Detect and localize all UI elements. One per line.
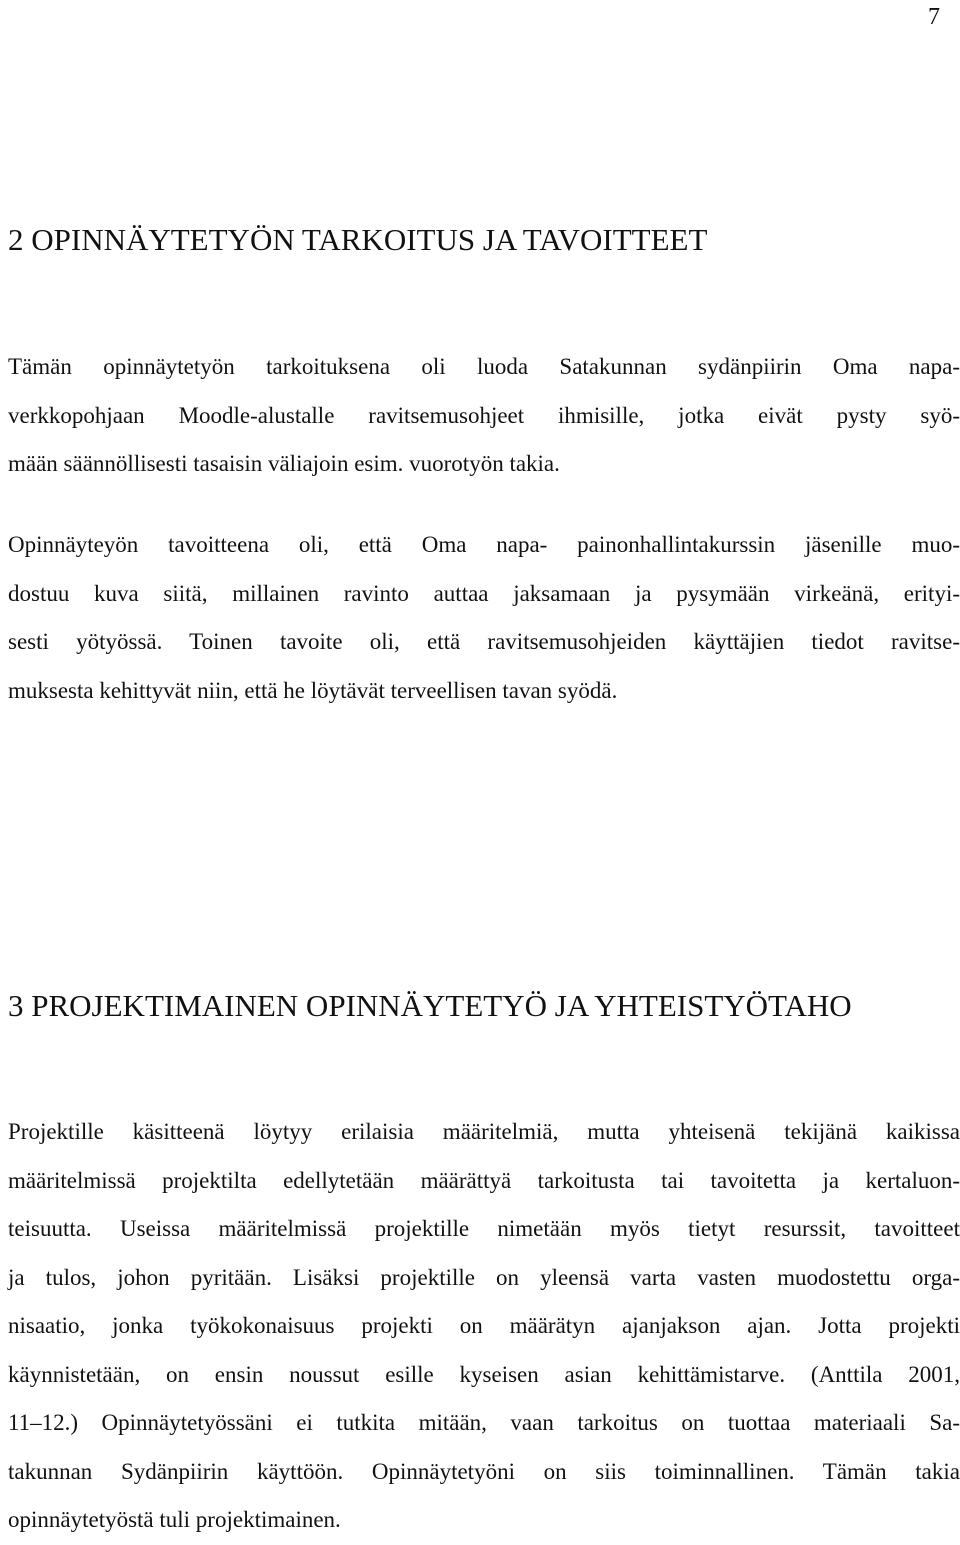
section-3-heading: 3 PROJEKTIMAINEN OPINNÄYTETYÖ JA YHTEISTYÖTAHO	[8, 988, 852, 1023]
section-2-paragraph-2	[8, 521, 960, 715]
text-line: Opinnäyteyön tavoitteena oli, että Oma napa- painonhallintakurssin jäsenille muo-	[8, 532, 960, 557]
text-line: sesti yötyössä. Toinen tavoite oli, että ravitsemusohjeiden käyttäjien tiedot ravitse-	[8, 629, 960, 654]
text-line: takunnan Sydänpiirin käyttöön. Opinnäytetyöni on siis toiminnallinen. Tämän takia	[8, 1458, 960, 1484]
text-line: teisuutta. Useissa määritelmissä projektille nimetään myös tietyt resurssit, tavoitteet	[8, 1216, 960, 1241]
text-line: 11–12.) Opinnäytetyössäni ei tutkita mitään, vaan tarkoitus on tuottaa materiaali Sa-	[8, 1410, 960, 1435]
text-line: mään säännöllisesti tasaisin väliajoin esim. vuorotyön takia.	[8, 451, 560, 476]
text-line: dostuu kuva siitä, millainen ravinto auttaa jaksamaan ja pysymään virkeänä, erityi-	[8, 580, 960, 606]
section-2-paragraph-1	[8, 343, 960, 489]
text-line: nisaatio, jonka työkokonaisuus projekti on määrätyn ajanjakson ajan. Jotta projekti	[8, 1313, 960, 1338]
text-line: Projektille käsitteenä löytyy erilaisia määritelmiä, mutta yhteisenä tekijänä kaikissa	[8, 1119, 960, 1144]
section-3-paragraph-1	[8, 1108, 960, 1545]
text-line: Tämän opinnäytetyön tarkoituksena oli luoda Satakunnan sydänpiirin Oma napa-	[8, 354, 960, 379]
text-line: käynnistetään, on ensin noussut esille kyseisen asian kehittämistarve. (Anttila 2001,	[8, 1361, 960, 1387]
text-line: määritelmissä projektilta edellytetään määrättyä tarkoitusta tai tavoitetta ja kertaluon-	[8, 1167, 960, 1193]
section-2-heading: 2 OPINNÄYTETYÖN TARKOITUS JA TAVOITTEET	[8, 222, 708, 257]
text-line: muksesta kehittyvät niin, että he löytävät terveellisen tavan syödä.	[8, 677, 618, 703]
page-number: 7	[928, 4, 940, 30]
text-line: ja tulos, johon pyritään. Lisäksi projektille on yleensä varta vasten muodostettu orga-	[8, 1264, 960, 1290]
text-line: opinnäytetyöstä tuli projektimainen.	[8, 1507, 341, 1532]
text-line: verkkopohjaan Moodle-alustalle ravitsemusohjeet ihmisille, jotka eivät pysty syö-	[8, 402, 960, 428]
